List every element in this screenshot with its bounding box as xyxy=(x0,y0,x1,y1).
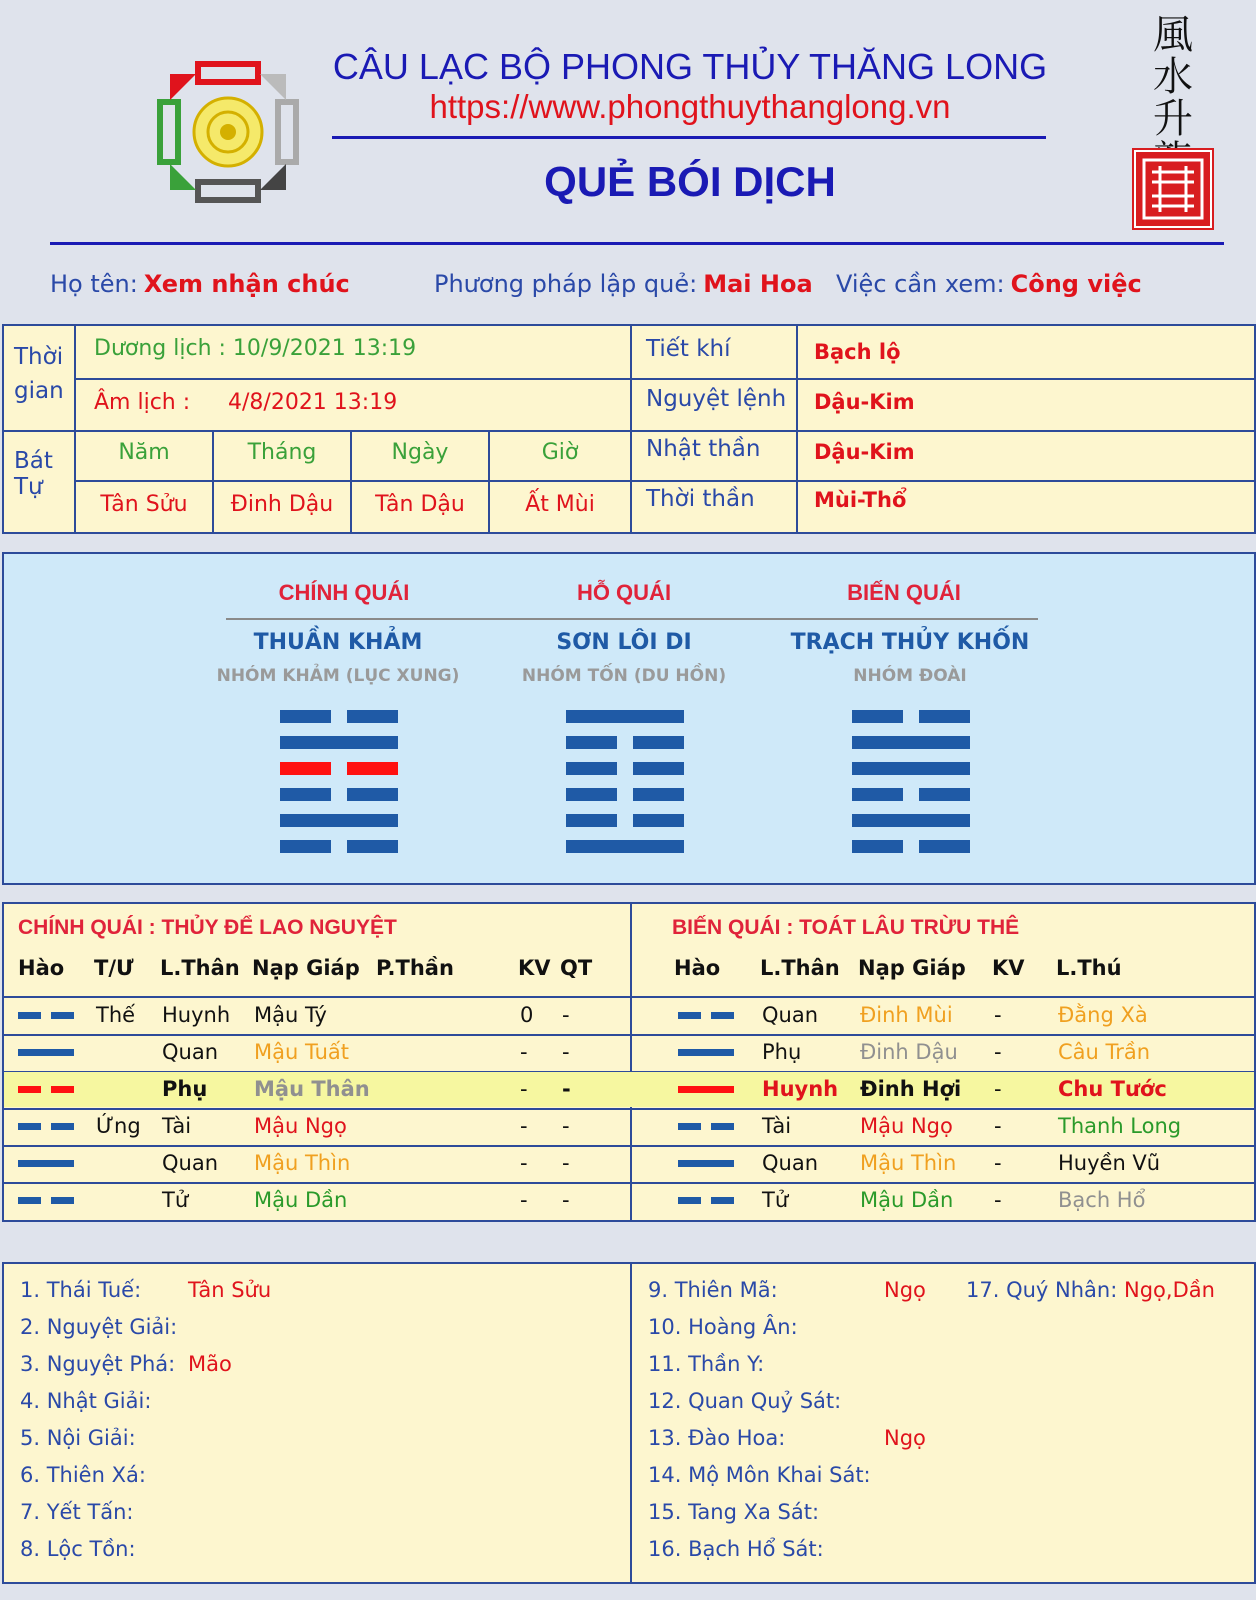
pillar-label-nam: Năm xyxy=(118,440,170,465)
left-hao-yang-line xyxy=(18,1049,74,1056)
chinh-quai-hexagram xyxy=(280,710,398,860)
club-url[interactable]: https://www.phongthuythanglong.vn xyxy=(429,88,951,125)
chinh-hexagram-yin-line-seg xyxy=(347,840,398,853)
pillar-label-thang: Tháng xyxy=(247,440,317,465)
right-napgiap: Đinh Dậu xyxy=(860,1040,958,1064)
left-kv: - xyxy=(520,1040,528,1064)
left-hao-yin-line-seg xyxy=(51,1086,74,1093)
left-lthan: Huynh xyxy=(162,1003,231,1027)
chinh-quai-name: THUẦN KHẢM xyxy=(253,630,423,655)
right-hao-yang-line xyxy=(678,1049,734,1056)
right-lthu: Thanh Long xyxy=(1058,1114,1182,1138)
star-17-value: Ngọ,Dần xyxy=(1124,1278,1215,1302)
right-lthan: Phụ xyxy=(762,1040,802,1064)
left-tu: Ứng xyxy=(96,1114,141,1138)
header-lthan: L.Thân xyxy=(160,956,240,980)
table-rows xyxy=(4,998,1254,1220)
left-napgiap: Mậu Tý xyxy=(254,1003,327,1027)
red-seal-stamp xyxy=(1134,150,1212,228)
tiet-khi-value: Bạch lộ xyxy=(814,340,901,364)
duong-lich: Dương lịch : 10/9/2021 13:19 xyxy=(94,336,417,361)
bat-tu-label: Bát Tự xyxy=(14,448,53,500)
bien-quai-group: NHÓM ĐOÀI xyxy=(853,666,967,686)
left-lthan: Phụ xyxy=(162,1077,208,1101)
right-kv: - xyxy=(994,1114,1002,1138)
bien-hexagram-yin-line-seg xyxy=(919,788,970,801)
right-napgiap: Đinh Mùi xyxy=(860,1003,953,1027)
left-kv: - xyxy=(520,1114,528,1138)
ho-hexagram-yang-line xyxy=(566,710,684,723)
right-lthan: Quan xyxy=(762,1151,819,1175)
right-kv: - xyxy=(994,1003,1002,1027)
header-tu: T/Ư xyxy=(94,956,134,980)
star-right-label: 9. Thiên Mã: xyxy=(648,1278,778,1302)
star-left-value: Tân Sửu xyxy=(188,1278,272,1302)
star-right-value: Ngọ xyxy=(884,1426,926,1450)
topic-field: Việc cần xem: Công việc xyxy=(836,270,1142,298)
left-table-title: CHÍNH QUÁI : THỦY ĐỂ LAO NGUYỆT xyxy=(18,916,397,939)
bien-quai-name: TRẠCH THỦY KHỐN xyxy=(790,630,1030,655)
ho-quai-hexagram xyxy=(566,710,684,860)
star-right-label: 15. Tang Xa Sát: xyxy=(648,1500,820,1524)
hao-table xyxy=(2,902,1256,1222)
left-hao-yang-line xyxy=(18,1160,74,1167)
right-lthan: Tử xyxy=(762,1188,789,1212)
right-lthu: Đằng Xà xyxy=(1058,1003,1148,1027)
right-header-lthan: L.Thân xyxy=(760,956,840,980)
chinh-hexagram-yin-line-seg xyxy=(347,788,398,801)
left-lthan: Quan xyxy=(162,1040,219,1064)
right-table-title: BIẾN QUÁI : TOÁT LÂU TRỪU THÊ xyxy=(672,916,1020,939)
right-hao-yin-line-seg xyxy=(678,1197,701,1204)
bien-hexagram-yang-line xyxy=(852,736,970,749)
star-left-label: 6. Thiên Xá: xyxy=(20,1463,146,1487)
right-hao-yin-line-seg xyxy=(678,1012,701,1019)
right-header-napgiap: Nạp Giáp xyxy=(858,956,966,980)
left-hao-yin-line-seg xyxy=(18,1197,41,1204)
pillar-value-thang: Đinh Dậu xyxy=(230,492,334,517)
left-kv: - xyxy=(520,1151,528,1175)
left-lthan: Quan xyxy=(162,1151,219,1175)
right-kv: - xyxy=(994,1151,1002,1175)
left-hao-yin-line-seg xyxy=(51,1123,74,1130)
right-kv: - xyxy=(994,1188,1002,1212)
tiet-khi-label: Tiết khí xyxy=(646,336,731,362)
right-lthan: Tài xyxy=(762,1114,792,1138)
chinh-hexagram-yang-line xyxy=(280,814,398,827)
nhat-than-value: Dậu-Kim xyxy=(814,440,915,464)
chinh-quai-group: NHÓM KHẢM (LỤC XUNG) xyxy=(216,666,460,686)
star-left-label: 3. Nguyệt Phá: xyxy=(20,1352,176,1376)
header-hao: Hào xyxy=(18,956,65,980)
nhat-than-label: Nhật thần xyxy=(646,436,761,462)
hexagram-divider xyxy=(226,618,1038,620)
right-hao-yin-line-seg xyxy=(711,1123,734,1130)
chinh-hexagram-yin-line-seg xyxy=(347,762,398,775)
time-panel xyxy=(2,324,1256,534)
header-bottom-rule xyxy=(50,242,1224,245)
chinh-quai-title: CHÍNH QUÁI xyxy=(278,580,410,605)
right-hao-yang-line xyxy=(678,1086,734,1093)
left-hao-yin-line-seg xyxy=(18,1012,41,1019)
left-kv: - xyxy=(520,1188,528,1212)
right-napgiap: Mậu Thìn xyxy=(860,1151,957,1175)
chinh-hexagram-yin-line-seg xyxy=(280,762,331,775)
left-hao-yin-line-seg xyxy=(51,1197,74,1204)
star-left-label: 2. Nguyệt Giải: xyxy=(20,1315,178,1339)
right-lthan: Quan xyxy=(762,1003,819,1027)
left-kv: - xyxy=(520,1077,528,1101)
ho-quai-group: NHÓM TỐN (DU HỒN) xyxy=(521,666,727,686)
star-left-value: Mão xyxy=(188,1352,232,1376)
stars-left xyxy=(4,1264,630,1582)
star-right-label: 14. Mộ Môn Khai Sát: xyxy=(648,1463,871,1487)
star-right-value: Ngọ xyxy=(884,1278,926,1302)
stars-right xyxy=(632,1264,1254,1582)
club-name: CÂU LẠC BỘ PHONG THỦY THĂNG LONG xyxy=(332,46,1048,87)
chinh-hexagram-yin-line-seg xyxy=(280,710,331,723)
bien-hexagram-yang-line xyxy=(852,762,970,775)
ho-hexagram-yin-line-seg xyxy=(633,788,684,801)
chinh-hexagram-yang-line xyxy=(280,736,398,749)
right-hao-yin-line-seg xyxy=(711,1197,734,1204)
chinese-calligraphy: 風 水 升 xyxy=(1153,12,1193,142)
left-lthan: Tài xyxy=(162,1114,192,1138)
ho-hexagram-yin-line-seg xyxy=(566,762,617,775)
bien-hexagram-yang-line xyxy=(852,814,970,827)
header-napgiap: Nạp Giáp xyxy=(252,956,360,980)
ho-hexagram-yin-line-seg xyxy=(633,736,684,749)
bien-hexagram-yin-line-seg xyxy=(919,840,970,853)
right-lthu: Huyền Vũ xyxy=(1058,1151,1161,1175)
right-lthan: Huynh xyxy=(762,1077,839,1101)
star-left-label: 4. Nhật Giải: xyxy=(20,1389,152,1413)
bien-quai-title: BIẾN QUÁI xyxy=(847,580,961,605)
header-kv: KV xyxy=(518,956,551,980)
star-17-label: 17. Quý Nhân: xyxy=(966,1278,1118,1302)
left-tu: Thế xyxy=(96,1003,136,1027)
star-right-label: 12. Quan Quỷ Sát: xyxy=(648,1389,842,1413)
hexagram-panel xyxy=(2,552,1256,885)
header-pthan: P.Thần xyxy=(376,956,454,980)
left-qt: - xyxy=(562,1003,570,1027)
left-qt: - xyxy=(562,1040,570,1064)
name-field: Họ tên: Xem nhận chúc xyxy=(50,270,350,298)
ho-hexagram-yin-line-seg xyxy=(566,788,617,801)
right-header-hao: Hào xyxy=(674,956,721,980)
right-lthu: Bạch Hổ xyxy=(1058,1188,1146,1212)
left-hao-yin-line-seg xyxy=(18,1086,41,1093)
left-hao-yin-line-seg xyxy=(18,1123,41,1130)
thoi-than-label: Thời thần xyxy=(646,486,755,512)
right-napgiap: Mậu Dần xyxy=(860,1188,954,1212)
star-right-label: 13. Đào Hoa: xyxy=(648,1426,786,1450)
nguyet-lenh-value: Dậu-Kim xyxy=(814,390,915,414)
right-hao-yin-line-seg xyxy=(678,1123,701,1130)
ho-hexagram-yin-line-seg xyxy=(633,762,684,775)
left-qt: - xyxy=(562,1151,570,1175)
ho-hexagram-yang-line xyxy=(566,840,684,853)
nguyet-lenh-label: Nguyệt lệnh xyxy=(646,386,787,412)
pillar-value-gio: Ất Mùi xyxy=(525,492,595,517)
pillar-value-nam: Tân Sửu xyxy=(100,492,188,517)
thoi-gian-label: Thời gian xyxy=(14,344,64,404)
ho-hexagram-yin-line-seg xyxy=(633,814,684,827)
left-napgiap: Mậu Thân xyxy=(254,1077,370,1101)
pillar-label-ngay: Ngày xyxy=(391,440,449,465)
am-lich-value: 4/8/2021 13:19 xyxy=(228,390,398,415)
right-hao-yang-line xyxy=(678,1160,734,1167)
star-right-label: 10. Hoàng Ân: xyxy=(648,1315,798,1339)
pillar-label-gio: Giờ xyxy=(541,440,579,465)
ho-quai-name: SƠN LÔI DI xyxy=(556,630,692,655)
star-left-label: 8. Lộc Tồn: xyxy=(20,1537,136,1561)
bien-hexagram-yin-line-seg xyxy=(919,710,970,723)
left-napgiap: Mậu Thìn xyxy=(254,1151,351,1175)
am-lich-label: Âm lịch : xyxy=(94,390,191,415)
right-lthu: Câu Trần xyxy=(1058,1040,1151,1064)
left-napgiap: Mậu Dần xyxy=(254,1188,348,1212)
star-left-label: 7. Yết Tấn: xyxy=(20,1500,134,1524)
right-lthu: Chu Tước xyxy=(1058,1077,1167,1101)
bagua-logo xyxy=(148,52,308,212)
document-title: QUẺ BÓI DỊCH xyxy=(544,158,836,205)
pillar-value-ngay: Tân Dậu xyxy=(375,492,465,517)
left-qt: - xyxy=(562,1114,570,1138)
ho-quai-title: HỖ QUÁI xyxy=(576,580,672,605)
left-qt: - xyxy=(562,1077,571,1101)
star-right-label: 16. Bạch Hổ Sát: xyxy=(648,1537,824,1561)
bien-hexagram-yin-line-seg xyxy=(852,788,903,801)
bien-quai-hexagram xyxy=(852,710,970,860)
left-kv: 0 xyxy=(520,1003,534,1027)
right-napgiap: Mậu Ngọ xyxy=(860,1114,953,1138)
thoi-than-value: Mùi-Thổ xyxy=(814,488,907,512)
left-lthan: Tử xyxy=(162,1188,189,1212)
bien-hexagram-yin-line-seg xyxy=(852,710,903,723)
right-kv: - xyxy=(994,1040,1002,1064)
left-hao-yin-line-seg xyxy=(51,1012,74,1019)
left-napgiap: Mậu Tuất xyxy=(254,1040,350,1064)
chinh-hexagram-yin-line-seg xyxy=(280,840,331,853)
right-hao-yin-line-seg xyxy=(711,1012,734,1019)
left-qt: - xyxy=(562,1188,570,1212)
right-header-kv: KV xyxy=(992,956,1025,980)
bien-hexagram-yin-line-seg xyxy=(852,840,903,853)
header-rule xyxy=(332,136,1046,139)
right-header-lthu: L.Thú xyxy=(1056,956,1122,980)
stars-panel xyxy=(2,1262,1256,1584)
left-napgiap: Mậu Ngọ xyxy=(254,1114,347,1138)
method-field: Phương pháp lập quẻ: Mai Hoa xyxy=(434,270,813,298)
star-left-label: 5. Nội Giải: xyxy=(20,1426,136,1450)
header-qt: QT xyxy=(560,956,593,980)
ho-hexagram-yin-line-seg xyxy=(566,736,617,749)
star-right-label: 11. Thần Y: xyxy=(648,1352,765,1376)
right-kv: - xyxy=(994,1077,1002,1101)
star-left-label: 1. Thái Tuế: xyxy=(20,1278,142,1302)
chinh-hexagram-yin-line-seg xyxy=(280,788,331,801)
chinh-hexagram-yin-line-seg xyxy=(347,710,398,723)
ho-hexagram-yin-line-seg xyxy=(566,814,617,827)
right-napgiap: Đinh Hợi xyxy=(860,1077,962,1101)
